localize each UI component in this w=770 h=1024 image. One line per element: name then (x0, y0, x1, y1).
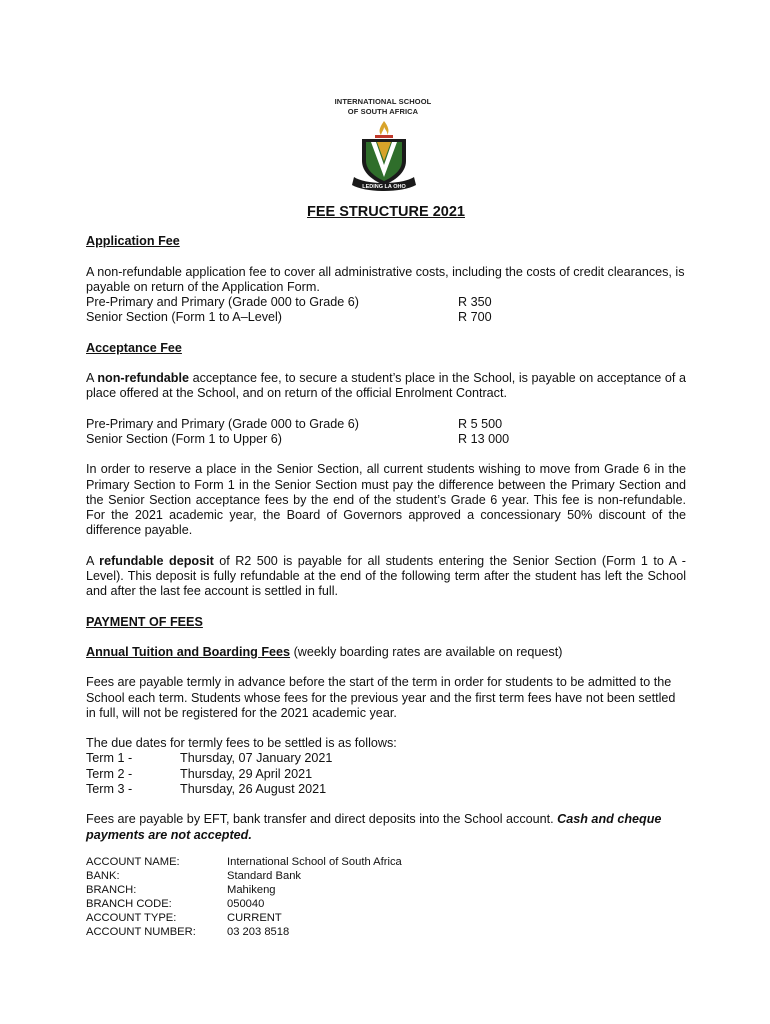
application-fee-text: A non-refundable application fee to cover all administrative costs, including the costs of credit clearances, is payable on return of the Application Form. (86, 264, 685, 294)
due-dates-intro: The due dates for termly fees to be settled is as follows: (86, 736, 397, 751)
fee-document (86, 205, 686, 939)
term-label: Term 2 - (86, 766, 133, 781)
acceptance-fee-heading: Acceptance Fee (86, 340, 182, 355)
annual-fees-heading: Annual Tuition and Boarding Fees (86, 644, 291, 659)
term-label: Term 3 - (86, 782, 133, 797)
crest-icon (348, 119, 420, 193)
school-logo (328, 97, 438, 193)
fee-row-amount: R 13 000 (458, 431, 510, 446)
term-label: Term 1 - (86, 751, 133, 766)
payment-of-fees-heading: PAYMENT OF FEES (86, 614, 203, 629)
fee-row-amount: R 350 (458, 295, 492, 310)
fee-row-amount: R 5 500 (458, 416, 503, 431)
account-row: BANK: Standard Bank (86, 869, 302, 882)
application-fee-heading: Application Fee (86, 234, 180, 249)
annual-fees-line (86, 645, 686, 660)
page-title: FEE STRUCTURE 2021 (307, 204, 465, 220)
term-date: Thursday, 29 April 2021 (180, 766, 313, 781)
logo-motto: LEDING LA OHO (362, 184, 406, 190)
fee-row (86, 310, 686, 325)
acceptance-fee-text: A non-refundable acceptance fee, to secure a student’s place in the School, is payable on acceptance of a place offered at the School, and on return of the official Enrolment Contract. (86, 371, 686, 401)
account-row: ACCOUNT NUMBER: 03 203 8518 (86, 925, 290, 938)
fee-row-label: Pre-Primary and Primary (Grade 000 to Grade 6) (86, 295, 359, 310)
refundable-deposit-text: A refundable deposit of R2 500 is payable for all students entering the Senior Section (Form 1 to A - Level). This deposit is fully refundable at the end of the following term after the student has left the School and after the last fee account is settled in full. (86, 553, 686, 599)
term-row (86, 751, 686, 766)
termly-payment-text: Fees are payable termly in advance before the start of the term in order for students to be admitted to the School each term. Students whose fees for the previous year and the first term fees have not been settled in full, will not be registered for the 2021 academic year. (86, 675, 676, 720)
bank-account-details (86, 855, 686, 939)
eft-payment-text: Fees are payable by EFT, bank transfer and direct deposits into the School account. Cash and cheque payments are not accepted. (86, 812, 662, 842)
fee-row (86, 295, 686, 310)
logo-org-line1: INTERNATIONAL SCHOOL (334, 97, 432, 106)
fee-row-label: Senior Section (Form 1 to A–Level) (86, 310, 282, 325)
fee-row-amount: R 700 (458, 310, 492, 325)
fee-row-label: Senior Section (Form 1 to Upper 6) (86, 431, 282, 446)
term-row (86, 767, 686, 782)
account-row: ACCOUNT NAME: International School of South Africa (86, 855, 402, 868)
annual-fees-note: (weekly boarding rates are available on request) (290, 644, 563, 659)
term-date: Thursday, 07 January 2021 (180, 751, 333, 766)
fee-row (86, 432, 686, 447)
fee-row-label: Pre-Primary and Primary (Grade 000 to Grade 6) (86, 416, 359, 431)
logo-org-line2: OF SOUTH AFRICA (347, 107, 419, 116)
fee-row (86, 417, 686, 432)
account-row: ACCOUNT TYPE: CURRENT (86, 911, 282, 924)
term-date: Thursday, 26 August 2021 (180, 782, 327, 797)
term-row (86, 782, 686, 797)
reserve-place-text: In order to reserve a place in the Senior Section, all current students wishing to move from Grade 6 in the Primary Section to Form 1 in the Senior Section must pay the difference between the Primary Section and the Senior Section acceptance fees by the end of the student’s Grade 6 year. This fee is non-refundable. For the 2021 academic year, the Board of Governors approved a concessionary 50% discount of the difference payable. (86, 462, 686, 538)
account-row: BRANCH: Mahikeng (86, 883, 276, 896)
account-row: BRANCH CODE: 050040 (86, 897, 265, 910)
